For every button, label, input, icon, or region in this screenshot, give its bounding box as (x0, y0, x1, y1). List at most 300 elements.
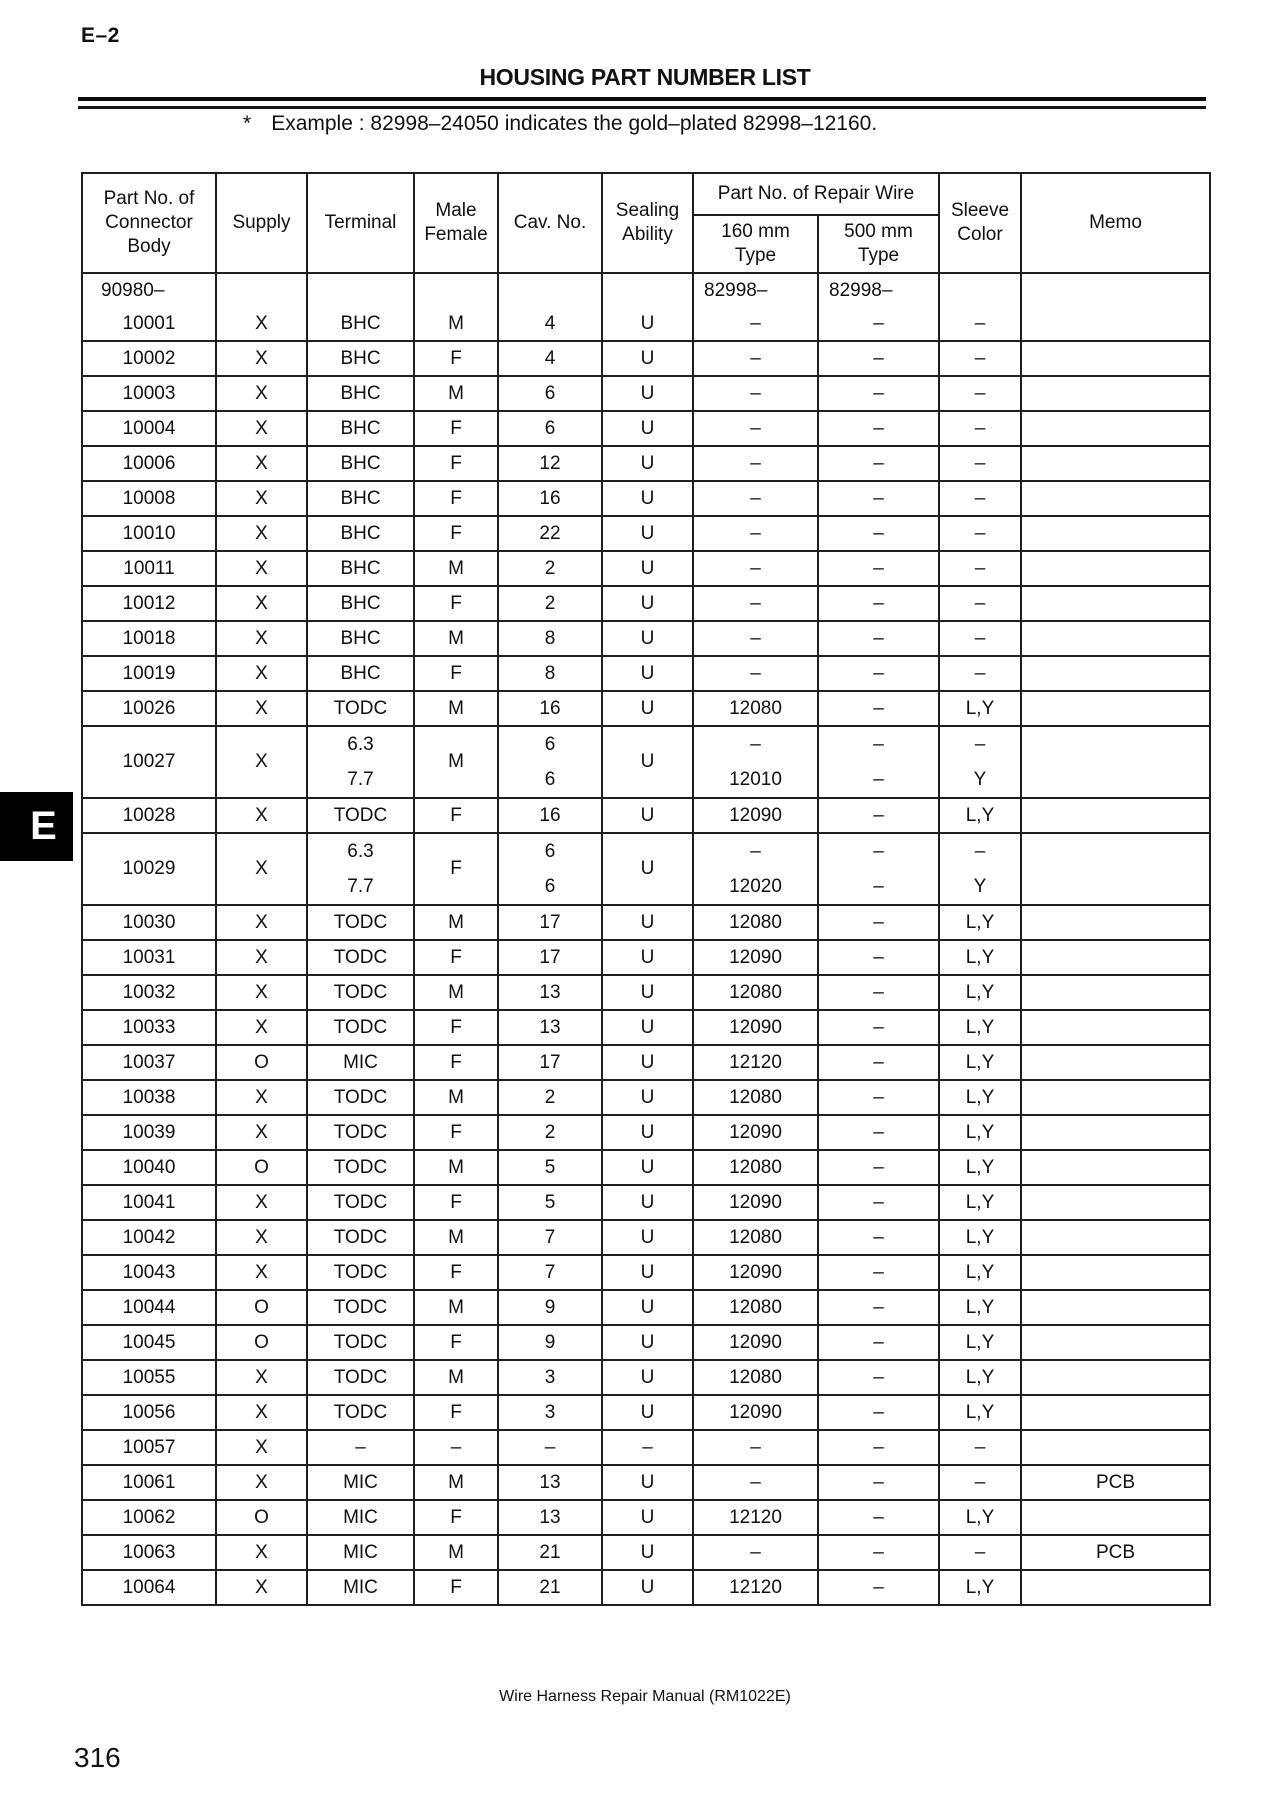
cell-cav: 22 (498, 516, 602, 551)
cell-memo (1021, 481, 1210, 516)
cell-w160: 12090 (693, 1185, 818, 1220)
table-row (82, 905, 1210, 940)
table-row (82, 1080, 1210, 1115)
cell-cav: 9 (498, 1290, 602, 1325)
cell-supply: X (216, 551, 307, 586)
cell-sleeve: – Y (939, 726, 1021, 798)
cell-w500: – (818, 1115, 939, 1150)
cell-w160: 12080 (693, 1150, 818, 1185)
cell-terminal: TODC (307, 1220, 414, 1255)
col-header-terminal: Terminal (307, 173, 414, 273)
cell-mf: – (414, 1430, 498, 1465)
cell-supply: X (216, 1185, 307, 1220)
cell-mf: M (414, 621, 498, 656)
cell-memo (1021, 1430, 1210, 1465)
cell-seal: U (602, 273, 693, 341)
cell-cav: 16 (498, 481, 602, 516)
cell-w500: – (818, 1080, 939, 1115)
example-note-text: Example : 82998–24050 indicates the gold–plated 82998–12160. (271, 112, 878, 135)
cell-mf: F (414, 446, 498, 481)
cell-cav: 13 (498, 1010, 602, 1045)
cell-part: 10003 (82, 376, 216, 411)
cell-w160: 12120 (693, 1500, 818, 1535)
cell-part: 10041 (82, 1185, 216, 1220)
cell-supply: O (216, 1045, 307, 1080)
cell-terminal: TODC (307, 975, 414, 1010)
cell-memo (1021, 1500, 1210, 1535)
cell-sleeve: L,Y (939, 1045, 1021, 1080)
cell-memo (1021, 1045, 1210, 1080)
cell-seal: U (602, 1325, 693, 1360)
table-body (82, 273, 1210, 1605)
table-row (82, 656, 1210, 691)
cell-w500: – (818, 1500, 939, 1535)
cell-cav: 6 6 (498, 833, 602, 905)
cell-cav: 4 (498, 273, 602, 341)
cell-w500: – (818, 798, 939, 833)
cell-w160: 12090 (693, 1255, 818, 1290)
cell-w500: – (818, 656, 939, 691)
cell-part: 10039 (82, 1115, 216, 1150)
cell-memo (1021, 376, 1210, 411)
cell-w160: 82998– – (693, 273, 818, 341)
table-row (82, 446, 1210, 481)
cell-seal: U (602, 940, 693, 975)
cell-seal: U (602, 726, 693, 798)
cell-part: 10004 (82, 411, 216, 446)
cell-w160: – (693, 586, 818, 621)
cell-supply: X (216, 516, 307, 551)
cell-w160: 12080 (693, 905, 818, 940)
cell-supply: O (216, 1150, 307, 1185)
cell-seal: U (602, 1220, 693, 1255)
cell-mf: M (414, 726, 498, 798)
cell-terminal: BHC (307, 621, 414, 656)
cell-part: 10012 (82, 586, 216, 621)
cell-seal: U (602, 691, 693, 726)
cell-cav: 17 (498, 905, 602, 940)
cell-supply: X (216, 798, 307, 833)
cell-mf: M (414, 691, 498, 726)
cell-part: 10062 (82, 1500, 216, 1535)
cell-mf: M (414, 273, 498, 341)
cell-w160: 12080 (693, 1290, 818, 1325)
cell-mf: F (414, 1325, 498, 1360)
cell-w500: – (818, 621, 939, 656)
cell-memo (1021, 798, 1210, 833)
cell-w500: – – (818, 726, 939, 798)
cell-w160: – (693, 656, 818, 691)
cell-w500: – (818, 1360, 939, 1395)
table-row (82, 975, 1210, 1010)
cell-terminal: TODC (307, 1010, 414, 1045)
cell-memo (1021, 905, 1210, 940)
cell-mf: F (414, 656, 498, 691)
cell-w500: – (818, 1255, 939, 1290)
cell-supply: X (216, 1570, 307, 1605)
cell-w160: – (693, 411, 818, 446)
cell-seal: U (602, 1185, 693, 1220)
cell-mf: M (414, 1150, 498, 1185)
cell-seal: U (602, 1290, 693, 1325)
cell-w160: 12080 (693, 691, 818, 726)
cell-sleeve: L,Y (939, 1500, 1021, 1535)
section-code: E–2 (81, 24, 120, 47)
cell-w500: 82998– – (818, 273, 939, 341)
cell-seal: U (602, 656, 693, 691)
cell-sleeve: – (939, 1535, 1021, 1570)
cell-supply: X (216, 481, 307, 516)
cell-cav: 2 (498, 551, 602, 586)
cell-sleeve: – (939, 656, 1021, 691)
cell-supply: X (216, 726, 307, 798)
cell-memo (1021, 833, 1210, 905)
cell-w500: – (818, 1220, 939, 1255)
cell-seal: U (602, 1115, 693, 1150)
cell-part: 90980– 10001 (82, 273, 216, 341)
cell-part: 10037 (82, 1045, 216, 1080)
cell-mf: F (414, 940, 498, 975)
cell-w500: – (818, 1010, 939, 1045)
cell-cav: 12 (498, 446, 602, 481)
title-rule-thin (78, 106, 1206, 109)
cell-seal: U (602, 516, 693, 551)
cell-part: 10038 (82, 1080, 216, 1115)
cell-cav: 5 (498, 1150, 602, 1185)
cell-terminal: TODC (307, 1115, 414, 1150)
cell-memo (1021, 940, 1210, 975)
page-number: 316 (74, 1742, 121, 1773)
cell-w160: – (693, 1465, 818, 1500)
cell-w500: – (818, 1185, 939, 1220)
cell-w500: – – (818, 833, 939, 905)
cell-terminal: TODC (307, 1150, 414, 1185)
cell-cav: 4 (498, 341, 602, 376)
cell-sleeve: – (939, 341, 1021, 376)
cell-mf: F (414, 1185, 498, 1220)
cell-mf: M (414, 1220, 498, 1255)
col-header-memo: Memo (1021, 173, 1210, 273)
cell-w160: – (693, 1430, 818, 1465)
cell-mf: F (414, 1500, 498, 1535)
cell-mf: F (414, 1045, 498, 1080)
cell-memo (1021, 1325, 1210, 1360)
cell-sleeve: – (939, 376, 1021, 411)
cell-w160: – (693, 446, 818, 481)
cell-memo (1021, 656, 1210, 691)
cell-cav: 21 (498, 1570, 602, 1605)
cell-sleeve: – Y (939, 833, 1021, 905)
cell-sleeve: L,Y (939, 1115, 1021, 1150)
cell-memo (1021, 446, 1210, 481)
cell-seal: U (602, 446, 693, 481)
cell-sleeve: L,Y (939, 1255, 1021, 1290)
cell-seal: U (602, 621, 693, 656)
cell-cav: 7 (498, 1220, 602, 1255)
table-row (82, 586, 1210, 621)
cell-cav: 5 (498, 1185, 602, 1220)
cell-seal: U (602, 586, 693, 621)
cell-cav: 8 (498, 621, 602, 656)
cell-seal: U (602, 551, 693, 586)
table-row (82, 726, 1210, 798)
cell-memo (1021, 1290, 1210, 1325)
cell-supply: O (216, 1290, 307, 1325)
cell-mf: F (414, 516, 498, 551)
cell-w500: – (818, 551, 939, 586)
cell-terminal: TODC (307, 1325, 414, 1360)
cell-w160: – (693, 481, 818, 516)
cell-w160: 12080 (693, 1360, 818, 1395)
cell-sleeve: L,Y (939, 1010, 1021, 1045)
table-row (82, 1290, 1210, 1325)
cell-supply: O (216, 1500, 307, 1535)
table-row (82, 516, 1210, 551)
cell-w160: – (693, 551, 818, 586)
table-row (82, 1255, 1210, 1290)
table-row (82, 551, 1210, 586)
cell-terminal: BHC (307, 656, 414, 691)
cell-part: 10018 (82, 621, 216, 656)
cell-cav: 6 6 (498, 726, 602, 798)
table-row (82, 1220, 1210, 1255)
cell-cav: 7 (498, 1255, 602, 1290)
table-row (82, 273, 1210, 341)
cell-cav: 3 (498, 1395, 602, 1430)
cell-terminal: 6.3 7.7 (307, 833, 414, 905)
cell-sleeve: L,Y (939, 1080, 1021, 1115)
cell-memo (1021, 1010, 1210, 1045)
cell-sleeve: – (939, 1465, 1021, 1500)
col-header-sealing-ability: Sealing Ability (602, 173, 693, 273)
cell-terminal: MIC (307, 1535, 414, 1570)
cell-supply: X (216, 1465, 307, 1500)
cell-supply: X (216, 1115, 307, 1150)
title-rule-thick (78, 97, 1206, 101)
table-row (82, 341, 1210, 376)
cell-supply: X (216, 656, 307, 691)
cell-mf: M (414, 1535, 498, 1570)
cell-mf: M (414, 1080, 498, 1115)
table-row (82, 833, 1210, 905)
table-row (82, 1045, 1210, 1080)
cell-w500: – (818, 1465, 939, 1500)
cell-seal: U (602, 341, 693, 376)
cell-seal: U (602, 1570, 693, 1605)
cell-part: 10011 (82, 551, 216, 586)
cell-w160: 12080 (693, 1220, 818, 1255)
cell-mf: F (414, 411, 498, 446)
cell-memo (1021, 411, 1210, 446)
cell-mf: M (414, 1360, 498, 1395)
cell-cav: 17 (498, 1045, 602, 1080)
cell-mf: M (414, 376, 498, 411)
cell-part: 10045 (82, 1325, 216, 1360)
section-tab: E (0, 792, 73, 861)
cell-sleeve: L,Y (939, 691, 1021, 726)
cell-w160: 12090 (693, 1010, 818, 1045)
cell-part: 10056 (82, 1395, 216, 1430)
cell-terminal: MIC (307, 1500, 414, 1535)
cell-part: 10057 (82, 1430, 216, 1465)
cell-terminal: MIC (307, 1570, 414, 1605)
cell-part: 10064 (82, 1570, 216, 1605)
cell-terminal: TODC (307, 1255, 414, 1290)
cell-part: 10010 (82, 516, 216, 551)
cell-supply: X (216, 1395, 307, 1430)
cell-seal: U (602, 1395, 693, 1430)
cell-cav: 8 (498, 656, 602, 691)
cell-sleeve: – (939, 551, 1021, 586)
cell-w160: 12080 (693, 1080, 818, 1115)
cell-memo (1021, 621, 1210, 656)
cell-memo (1021, 1255, 1210, 1290)
cell-seal: U (602, 1080, 693, 1115)
cell-sleeve: L,Y (939, 1290, 1021, 1325)
cell-mf: M (414, 551, 498, 586)
cell-part: 10063 (82, 1535, 216, 1570)
table-row (82, 1395, 1210, 1430)
cell-sleeve: – (939, 586, 1021, 621)
col-header-part-no: Part No. of Connector Body (82, 173, 216, 273)
cell-terminal: BHC (307, 586, 414, 621)
cell-w500: – (818, 1150, 939, 1185)
cell-part: 10006 (82, 446, 216, 481)
cell-seal: U (602, 1500, 693, 1535)
cell-mf: F (414, 481, 498, 516)
cell-memo (1021, 1570, 1210, 1605)
cell-part: 10026 (82, 691, 216, 726)
cell-cav: 16 (498, 691, 602, 726)
table-row (82, 1325, 1210, 1360)
table-row (82, 621, 1210, 656)
cell-w500: – (818, 691, 939, 726)
cell-memo (1021, 691, 1210, 726)
cell-cav: 6 (498, 411, 602, 446)
col-header-male-female: Male Female (414, 173, 498, 273)
cell-part: 10044 (82, 1290, 216, 1325)
table-row (82, 1360, 1210, 1395)
table-row (82, 1500, 1210, 1535)
cell-supply: X (216, 1080, 307, 1115)
cell-terminal: BHC (307, 481, 414, 516)
cell-seal: U (602, 1150, 693, 1185)
cell-terminal: TODC (307, 905, 414, 940)
cell-seal: U (602, 1465, 693, 1500)
cell-w160: 12120 (693, 1570, 818, 1605)
cell-supply: X (216, 1430, 307, 1465)
cell-memo (1021, 726, 1210, 798)
cell-supply: X (216, 376, 307, 411)
cell-memo (1021, 1115, 1210, 1150)
cell-mf: M (414, 905, 498, 940)
cell-memo (1021, 341, 1210, 376)
header-row-top (82, 173, 1210, 215)
cell-part: 10002 (82, 341, 216, 376)
cell-w160: – (693, 621, 818, 656)
cell-supply: X (216, 975, 307, 1010)
cell-terminal: TODC (307, 940, 414, 975)
cell-w500: – (818, 586, 939, 621)
table-row (82, 1430, 1210, 1465)
cell-cav: 2 (498, 586, 602, 621)
cell-part: 10033 (82, 1010, 216, 1045)
cell-terminal: TODC (307, 1360, 414, 1395)
cell-memo (1021, 1360, 1210, 1395)
cell-supply: X (216, 691, 307, 726)
cell-sleeve: L,Y (939, 1185, 1021, 1220)
cell-part: 10040 (82, 1150, 216, 1185)
housing-part-number-table (81, 172, 1211, 1606)
cell-terminal: TODC (307, 1080, 414, 1115)
col-header-500mm-type: 500 mm Type (818, 215, 939, 273)
cell-memo (1021, 1220, 1210, 1255)
cell-w160: – (693, 341, 818, 376)
cell-seal: U (602, 1010, 693, 1045)
cell-w500: – (818, 341, 939, 376)
cell-seal: U (602, 798, 693, 833)
col-header-supply: Supply (216, 173, 307, 273)
cell-sleeve: – (939, 516, 1021, 551)
cell-cav: 6 (498, 376, 602, 411)
cell-terminal: BHC (307, 551, 414, 586)
cell-sleeve: – (939, 621, 1021, 656)
cell-sleeve: L,Y (939, 1150, 1021, 1185)
cell-w500: – (818, 905, 939, 940)
cell-terminal: TODC (307, 1395, 414, 1430)
cell-cav: 2 (498, 1080, 602, 1115)
cell-terminal: MIC (307, 1465, 414, 1500)
cell-w160: 12090 (693, 940, 818, 975)
cell-w160: 12090 (693, 1325, 818, 1360)
cell-cav: 13 (498, 975, 602, 1010)
cell-sleeve: L,Y (939, 905, 1021, 940)
table-row (82, 798, 1210, 833)
cell-mf: F (414, 586, 498, 621)
cell-terminal: BHC (307, 446, 414, 481)
cell-sleeve: – (939, 1430, 1021, 1465)
cell-w500: – (818, 975, 939, 1010)
cell-terminal: BHC (307, 341, 414, 376)
cell-w500: – (818, 1430, 939, 1465)
cell-w500: – (818, 1570, 939, 1605)
cell-terminal: TODC (307, 691, 414, 726)
cell-terminal: BHC (307, 273, 414, 341)
cell-w500: – (818, 940, 939, 975)
cell-mf: F (414, 798, 498, 833)
cell-sleeve: – (939, 273, 1021, 341)
table-row (82, 1535, 1210, 1570)
table-row (82, 1150, 1210, 1185)
cell-supply: X (216, 341, 307, 376)
cell-w160: 12090 (693, 798, 818, 833)
cell-supply: X (216, 905, 307, 940)
cell-terminal: TODC (307, 1185, 414, 1220)
cell-w160: – (693, 516, 818, 551)
cell-w500: – (818, 1045, 939, 1080)
cell-part: 10008 (82, 481, 216, 516)
col-header-repair-wire: Part No. of Repair Wire (693, 173, 939, 215)
cell-cav: 13 (498, 1500, 602, 1535)
cell-seal: – (602, 1430, 693, 1465)
table-row (82, 691, 1210, 726)
cell-cav: 13 (498, 1465, 602, 1500)
cell-part: 10061 (82, 1465, 216, 1500)
table-row (82, 411, 1210, 446)
cell-memo (1021, 1185, 1210, 1220)
cell-terminal: MIC (307, 1045, 414, 1080)
cell-w500: – (818, 376, 939, 411)
